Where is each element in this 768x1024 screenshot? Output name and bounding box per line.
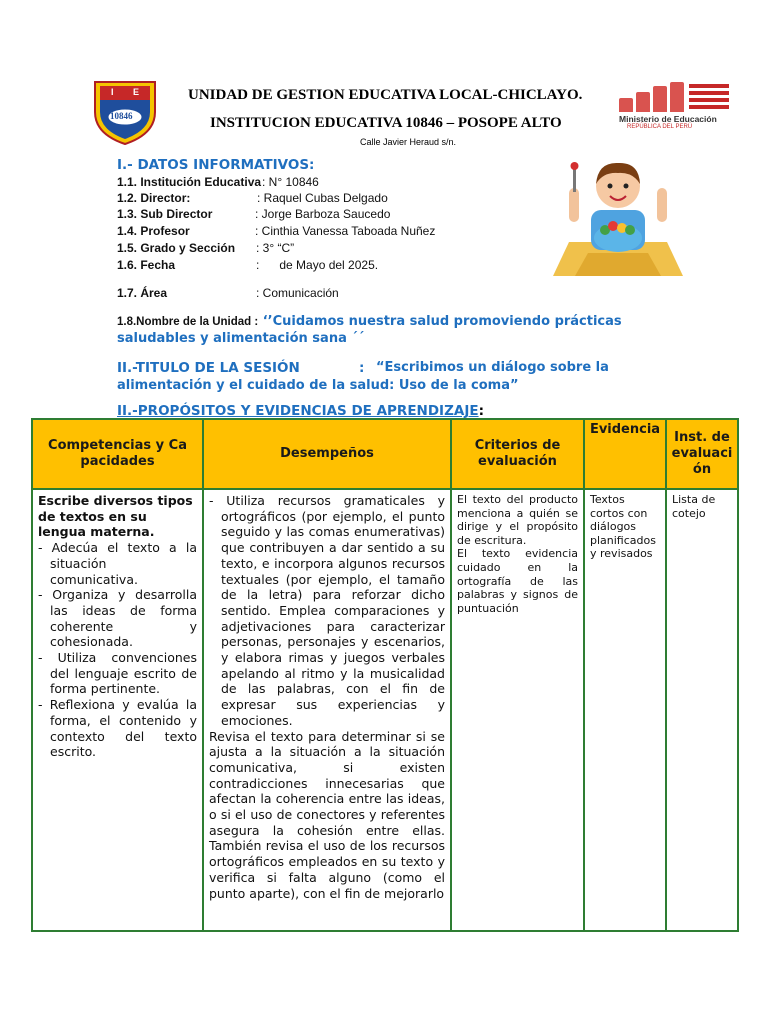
header-evidencia: Evidencia [584,419,666,489]
ministry-stripes [689,84,729,112]
criterio-item: El texto del producto menciona a quién se dirige y el propósito de escritura. [457,493,578,547]
unidad-value-1: ‘’Cuidamos nuestra salud promoviendo prácticas [262,314,622,329]
ministry-bar [670,82,684,112]
ministry-logo [617,80,732,132]
cell-evidencia [584,489,666,931]
header-criterios: Criterios de evaluación [451,419,584,489]
ministry-sub: REPÚBLICA DEL PERÚ [627,124,693,130]
section-propositos-colon: : [478,403,484,419]
datos-label-grado: 1.5. Grado y Sección [117,241,236,255]
cell-criterios [451,489,584,931]
header-competencias: Competencias y Ca pacidades [32,419,203,489]
section-sesion-title: II.-TITULO DE LA SESIÓN [117,360,300,376]
section-sesion-colon: : [359,360,365,376]
header-institution: INSTITUCION EDUCATIVA 10846 – POSOPE ALTO [210,115,562,131]
desempeno-item: - Utiliza recursos gramaticales y ortográficos (por ejemplo, el punto seguido y las comas enumerativas) que contribuyen a dar sentido a su texto, e incorpora algunos recursos textuales (por ejemplo, el tamaño de la letra) para reforzar dicho sentido. Emplea comparaciones y adjetivaciones para caracterizar personas, personajes y escenarios, y elabora rimas y juegos verbales apelando al ritmo y la musicalidad de las palabras, con el fin de expresar sus experiencias y emociones. [209,493,445,728]
propositos-table [31,418,739,932]
ministry-bar [619,98,633,112]
ministry-bar [653,86,667,112]
sesion-value-1: “Escribimos un diálogo sobre la [376,360,609,375]
capacidad-item: - Reflexiona y evalúa la forma, el contenido y contexto del texto escrito. [38,697,197,760]
datos-value-profesor: : Cinthia Vanessa Taboada Nuñez [255,224,436,238]
header-instrumento: Inst. de evaluación [666,419,738,489]
section-propositos-title: II.-PROPÓSITOS Y EVIDENCIAS DE APRENDIZAJE [117,403,479,419]
capacidad-item: - Organiza y desarrolla las ideas de forma coherente y cohesionada. [38,587,197,650]
child-eating-illustration [553,158,683,276]
header-address: Calle Javier Heraud s/n. [360,137,457,147]
ministry-name: Ministerio de Educación [619,114,717,124]
logo-letter-i: I [111,87,114,97]
unidad-value-2: saludables y alimentación sana ´´ [117,331,365,346]
cell-desempenos [203,489,451,931]
capacidad-item: - Adecúa el texto a la situación comunicativa. [38,540,197,587]
datos-label-area: 1.7. Área [117,286,168,300]
school-logo [91,76,159,146]
sesion-value-2: alimentación y el cuidado de la salud: Uso de la coma” [117,378,519,393]
unidad-line-1 [117,312,622,330]
table-header-row [32,419,738,489]
ministry-bar [636,92,650,112]
datos-value-fecha: : de Mayo del 2025. [256,258,379,272]
header-ugel: UNIDAD DE GESTION EDUCATIVA LOCAL-CHICLAYO. [188,87,583,103]
datos-label-institucion: 1.1. Institución Educativa [117,175,262,189]
datos-label-director: 1.2. Director: [117,191,191,205]
cell-competencias [32,489,203,931]
datos-value-institucion: : N° 10846 [262,175,319,189]
cell-instrumento [666,489,738,931]
capacidad-item: - Utiliza convenciones del lenguaje escrito de forma pertinente. [38,650,197,697]
datos-value-area: : Comunicación [256,286,339,300]
logo-number: 10846 [110,111,133,121]
section-datos-title: I.- DATOS INFORMATIVOS: [117,157,315,173]
datos-label-subdirector: 1.3. Sub Director [117,207,213,221]
datos-value-subdirector: : Jorge Barboza Saucedo [255,207,391,221]
header-desempenos: Desempeños [203,419,451,489]
table-row [32,489,738,931]
unidad-label: 1.8.Nombre de la Unidad : [117,316,259,328]
datos-label-fecha: 1.6. Fecha [117,258,176,272]
datos-value-director: : Raquel Cubas Delgado [257,191,388,205]
criterio-item: El texto evidencia cuidado en la ortografía de las palabras y signos de puntuación [457,547,578,615]
logo-letter-e: E [133,87,140,97]
instrumento-text: Lista de cotejo [672,493,716,520]
evidencia-text: Textos cortos con diálogos planificados y revisados [590,493,656,561]
datos-label-profesor: 1.4. Profesor [117,224,190,238]
desempeno-revisa: Revisa el texto para determinar si se ajusta a la situación a la situación comunicativa, si existen contradicciones innecesarias que afectan la coherencia entre las ideas, o si el uso de conectores y referentes asegura la cohesión entre ellas. También revisa el uso de los recursos ortográficos empleados en su texto y verifica si falta alguno (como el punto aparte), con el fin de mejorarlo [209,728,445,901]
competencia-title: Escribe diversos tipos de textos en su lengua materna. [38,493,193,540]
datos-value-grado: : 3° “C” [256,241,295,255]
